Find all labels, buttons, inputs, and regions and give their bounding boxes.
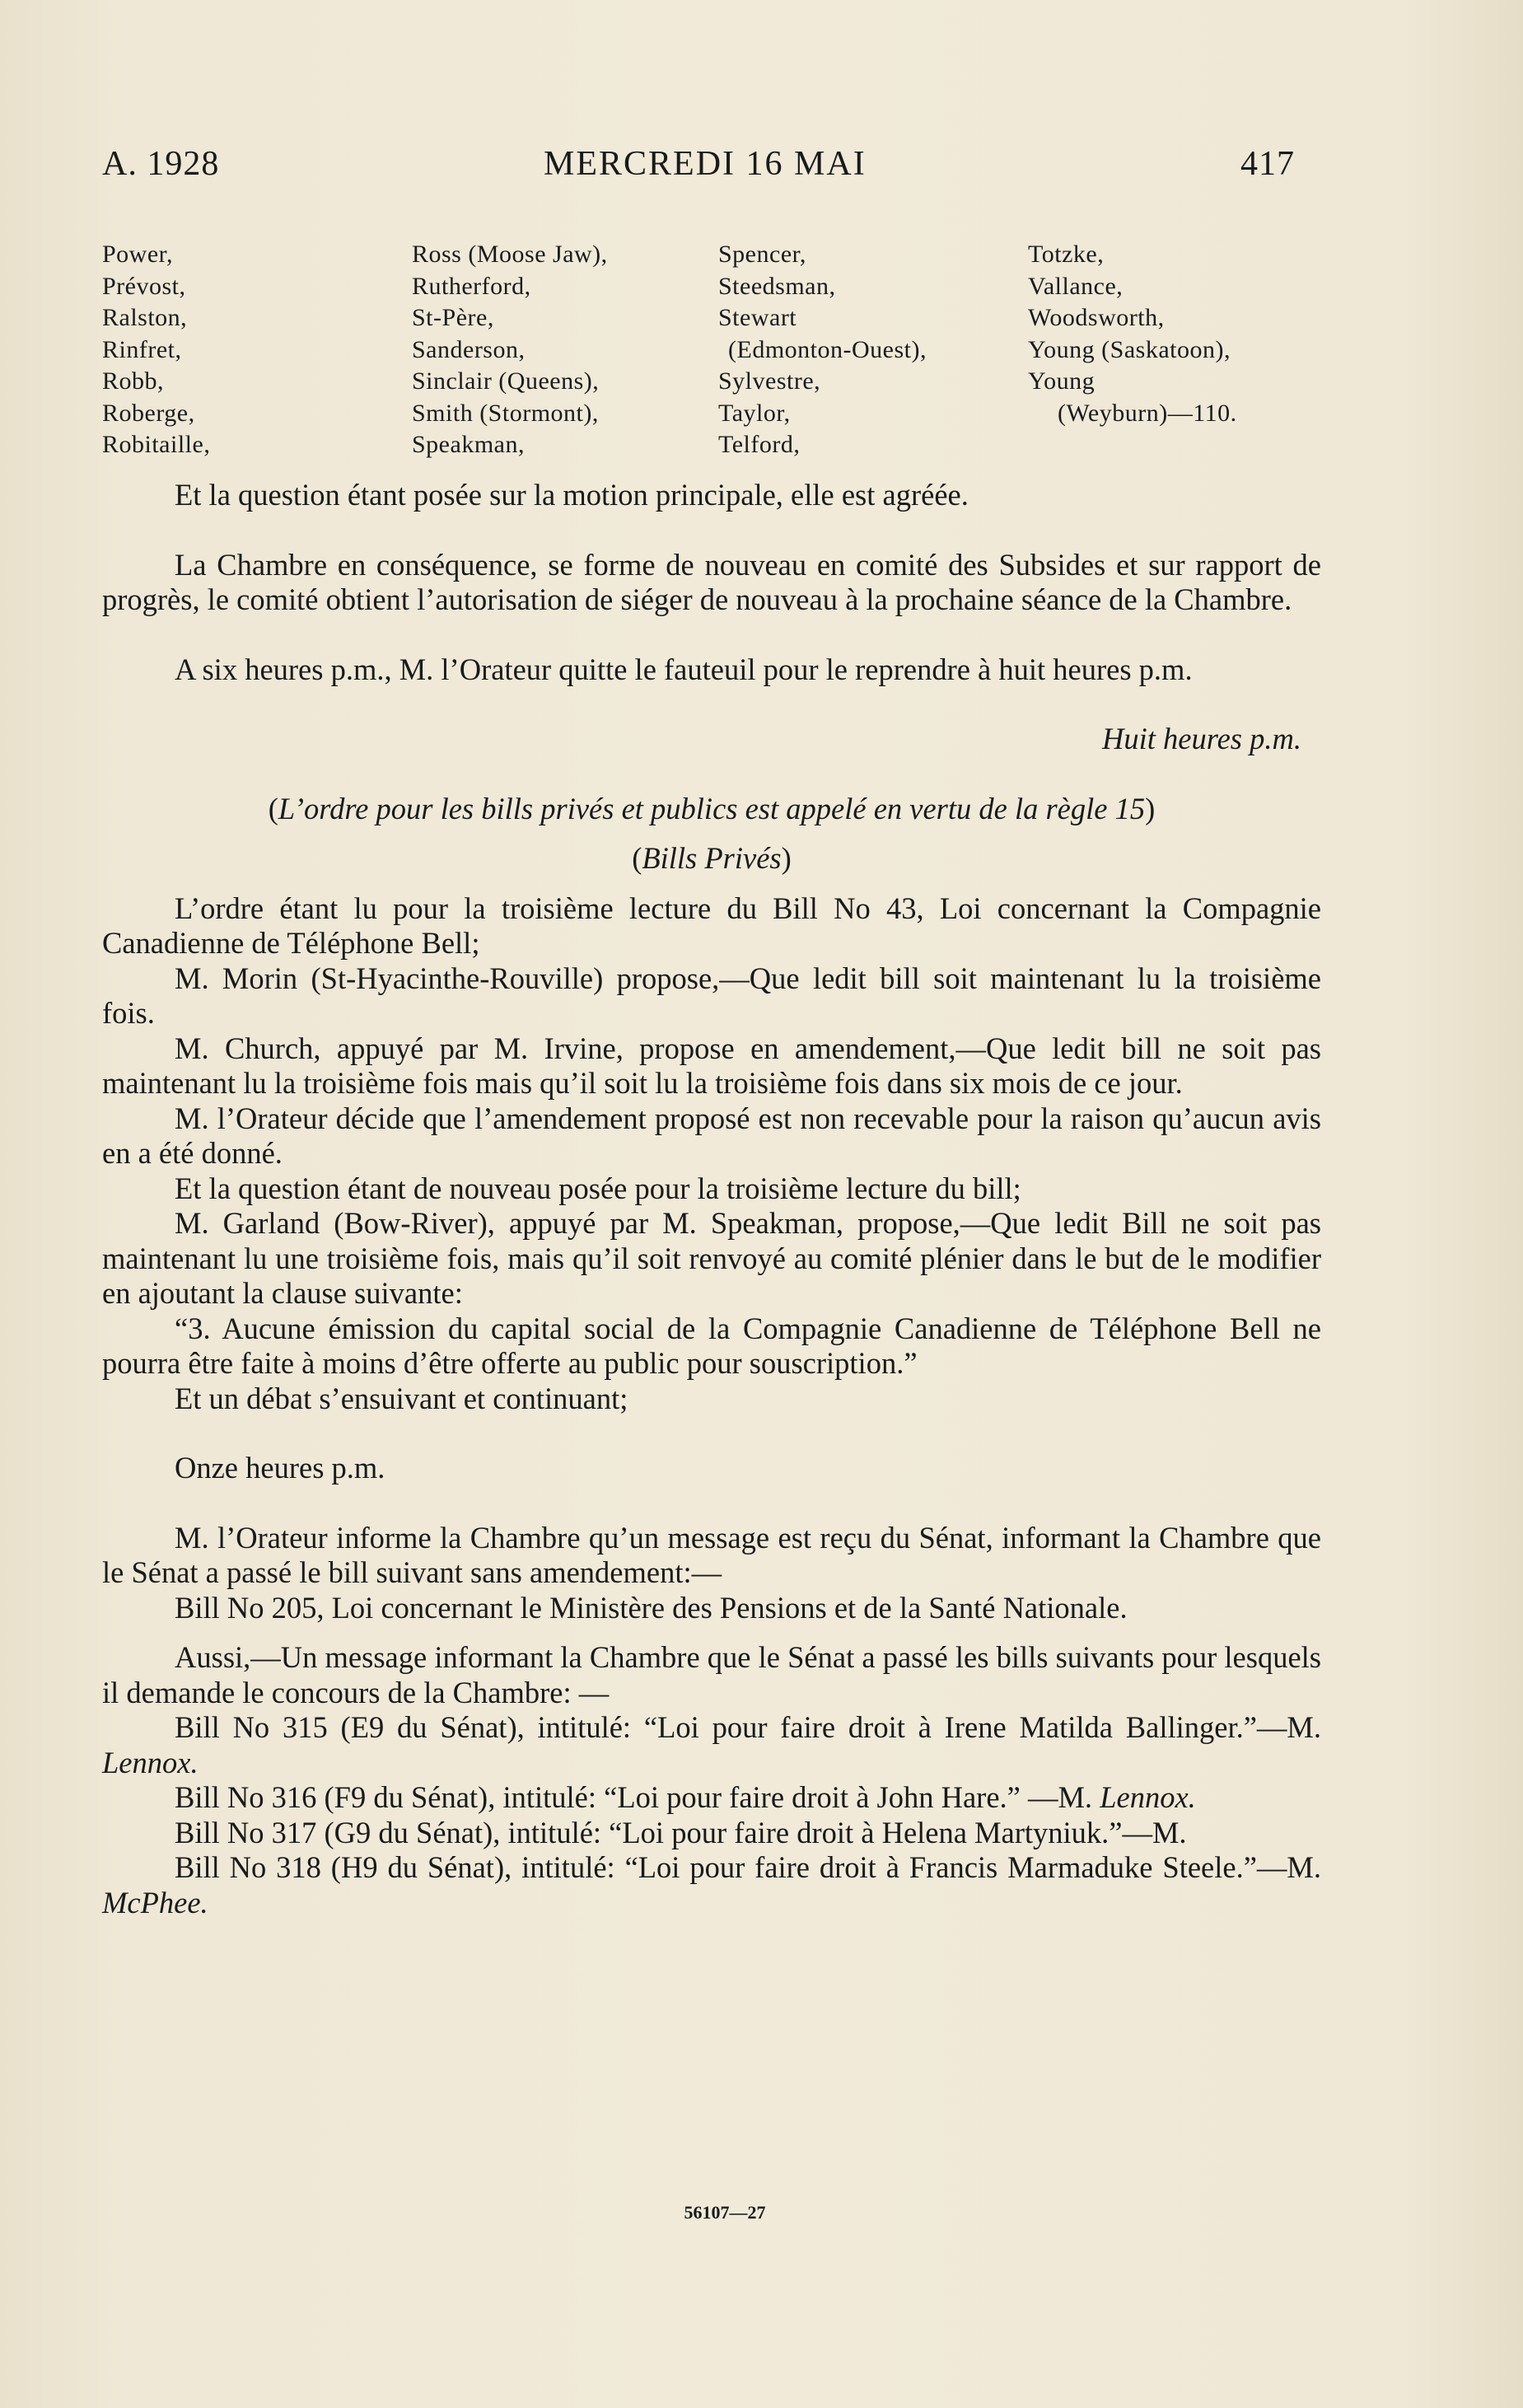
voter-name: Vallance,	[1028, 272, 1124, 300]
voter-name: Sylvestre,	[718, 367, 821, 395]
page-header	[102, 144, 1295, 185]
journal-body	[102, 478, 1321, 1920]
vote-name-list	[102, 239, 1321, 470]
paragraph: M. l’Orateur informe la Chambre qu’un message est reçu du Sénat, informant la Chambre que le Sénat a passé le bill suivant sans amendement:—	[102, 1520, 1321, 1589]
name-column-3	[718, 239, 927, 461]
voter-name: Stewart	[718, 304, 797, 331]
voter-name: Woodsworth,	[1028, 304, 1165, 331]
voter-name: Prévost,	[102, 272, 186, 300]
time-heading: Huit heures p.m.	[1102, 722, 1301, 755]
paragraph: L’ordre étant lu pour la troisième lecture du Bill No 43, Loi concernant la Compagnie Canadienne de Téléphone Bell;	[102, 891, 1321, 960]
bill-entry: Bill No 317 (G9 du Sénat), intitulé: “Loi pour faire droit à Helena Martyniuk.”—M.	[175, 1815, 1187, 1849]
paragraph: Aussi,—Un message informant la Chambre que le Sénat a passé les bills suivants pour lesquels il demande le concours de la Chambre: —	[102, 1640, 1321, 1709]
bill-entry: Bill No 315 (E9 du Sénat), intitulé: “Loi pour faire droit à Irene Matilda Ballinger.”—M. Lennox.	[102, 1710, 1321, 1779]
name-column-2	[412, 239, 608, 461]
header-date: MERCREDI 16 MAI	[544, 145, 867, 183]
member-name: Lennox.	[1100, 1780, 1196, 1814]
quoted-clause: “3. Aucune émission du capital social de la Compagnie Canadienne de Téléphone Bell ne pourra être faite à moins d’être offerte au public pour souscription.”	[102, 1311, 1321, 1380]
paragraph: M. Church, appuyé par M. Irvine, propose en amendement,—Que ledit bill ne soit pas maintenant lu la troisième fois mais qu’il soit lu la troisième fois dans six mois de ce jour.	[102, 1031, 1321, 1100]
voter-name: St-Père,	[412, 304, 494, 331]
name-column-4	[1028, 239, 1237, 429]
paragraph: Et la question étant de nouveau posée pour la troisième lecture du bill;	[175, 1171, 1021, 1205]
member-name: McPhee.	[102, 1885, 208, 1919]
voter-name: Telford,	[718, 431, 801, 458]
voter-name: Roberge,	[102, 399, 195, 427]
voter-name: Taylor,	[718, 399, 791, 427]
voter-name: Young	[1028, 367, 1096, 395]
name-column-1	[102, 239, 210, 461]
section-heading: (Bills Privés)	[632, 841, 792, 875]
voter-name: Speakman,	[412, 431, 525, 458]
bill-entry: Bill No 318 (H9 du Sénat), intitulé: “Loi pour faire droit à Francis Marmaduke Steele.”—M. McPhee.	[102, 1850, 1321, 1919]
member-name: Lennox.	[102, 1745, 199, 1779]
voter-name: Young (Saskatoon),	[1028, 335, 1231, 363]
voter-name: Ross (Moose Jaw),	[412, 241, 608, 268]
paragraph: M. Morin (St-Hyacinthe-Rouville) propose,—Que ledit bill soit maintenant lu la troisième fois.	[102, 961, 1321, 1030]
section-heading-text: Bills Privés	[642, 841, 782, 875]
voter-name-continuation: (Edmonton-Ouest),	[728, 335, 927, 363]
voter-name: Steedsman,	[718, 272, 836, 300]
time-line: Onze heures p.m.	[175, 1451, 385, 1485]
paragraph: A six heures p.m., M. l’Orateur quitte le fauteuil pour le reprendre à huit heures p.m.	[175, 652, 1193, 686]
voter-name: Power,	[102, 241, 173, 268]
voter-name: Robb,	[102, 367, 165, 395]
paragraph: Bill No 205, Loi concernant le Ministère des Pensions et de la Santé Nationale.	[175, 1590, 1128, 1625]
paragraph: Et la question étant posée sur la motion principale, elle est agréée.	[175, 478, 969, 512]
voter-name: Sanderson,	[412, 335, 526, 363]
order-heading: (L’ordre pour les bills privés et publics est appelé en vertu de la règle 15)	[268, 791, 1156, 825]
voter-name: Sinclair (Queens),	[412, 367, 600, 395]
order-heading-text: L’ordre pour les bills privés et publics est appelé en vertu de la règle 15	[278, 791, 1146, 825]
voter-name: Ralston,	[102, 304, 188, 331]
paragraph: M. Garland (Bow-River), appuyé par M. Speakman, propose,—Que ledit Bill ne soit pas maintenant lu une troisième fois, mais qu’il soit renvoyé au comité plénier dans le but de le modifier en ajoutant la clause suivante:	[102, 1206, 1321, 1310]
print-code: 56107—27	[684, 2202, 766, 2223]
voter-name: Rutherford,	[412, 272, 531, 300]
header-year: A. 1928	[102, 145, 220, 183]
paragraph: M. l’Orateur décide que l’amendement proposé est non recevable pour la raison qu’aucun avis en a été donné.	[102, 1101, 1321, 1170]
page-number: 417	[1240, 145, 1295, 183]
voter-name: Rinfret,	[102, 335, 182, 363]
voter-name: Totzke,	[1028, 241, 1105, 268]
voter-name: Smith (Stormont),	[412, 399, 599, 427]
paragraph: Et un débat s’ensuivant et continuant;	[175, 1381, 628, 1415]
voter-name: Spencer,	[718, 241, 806, 268]
vote-total: (Weyburn)—110.	[1058, 399, 1237, 427]
bill-entry: Bill No 316 (F9 du Sénat), intitulé: “Loi pour faire droit à John Hare.” —M. Lennox.	[175, 1780, 1196, 1814]
paragraph: La Chambre en conséquence, se forme de nouveau en comité des Subsides et sur rapport de progrès, le comité obtient l’autorisation de siéger de nouveau à la prochaine séance de la Chambre.	[102, 547, 1321, 616]
voter-name: Robitaille,	[102, 431, 211, 458]
